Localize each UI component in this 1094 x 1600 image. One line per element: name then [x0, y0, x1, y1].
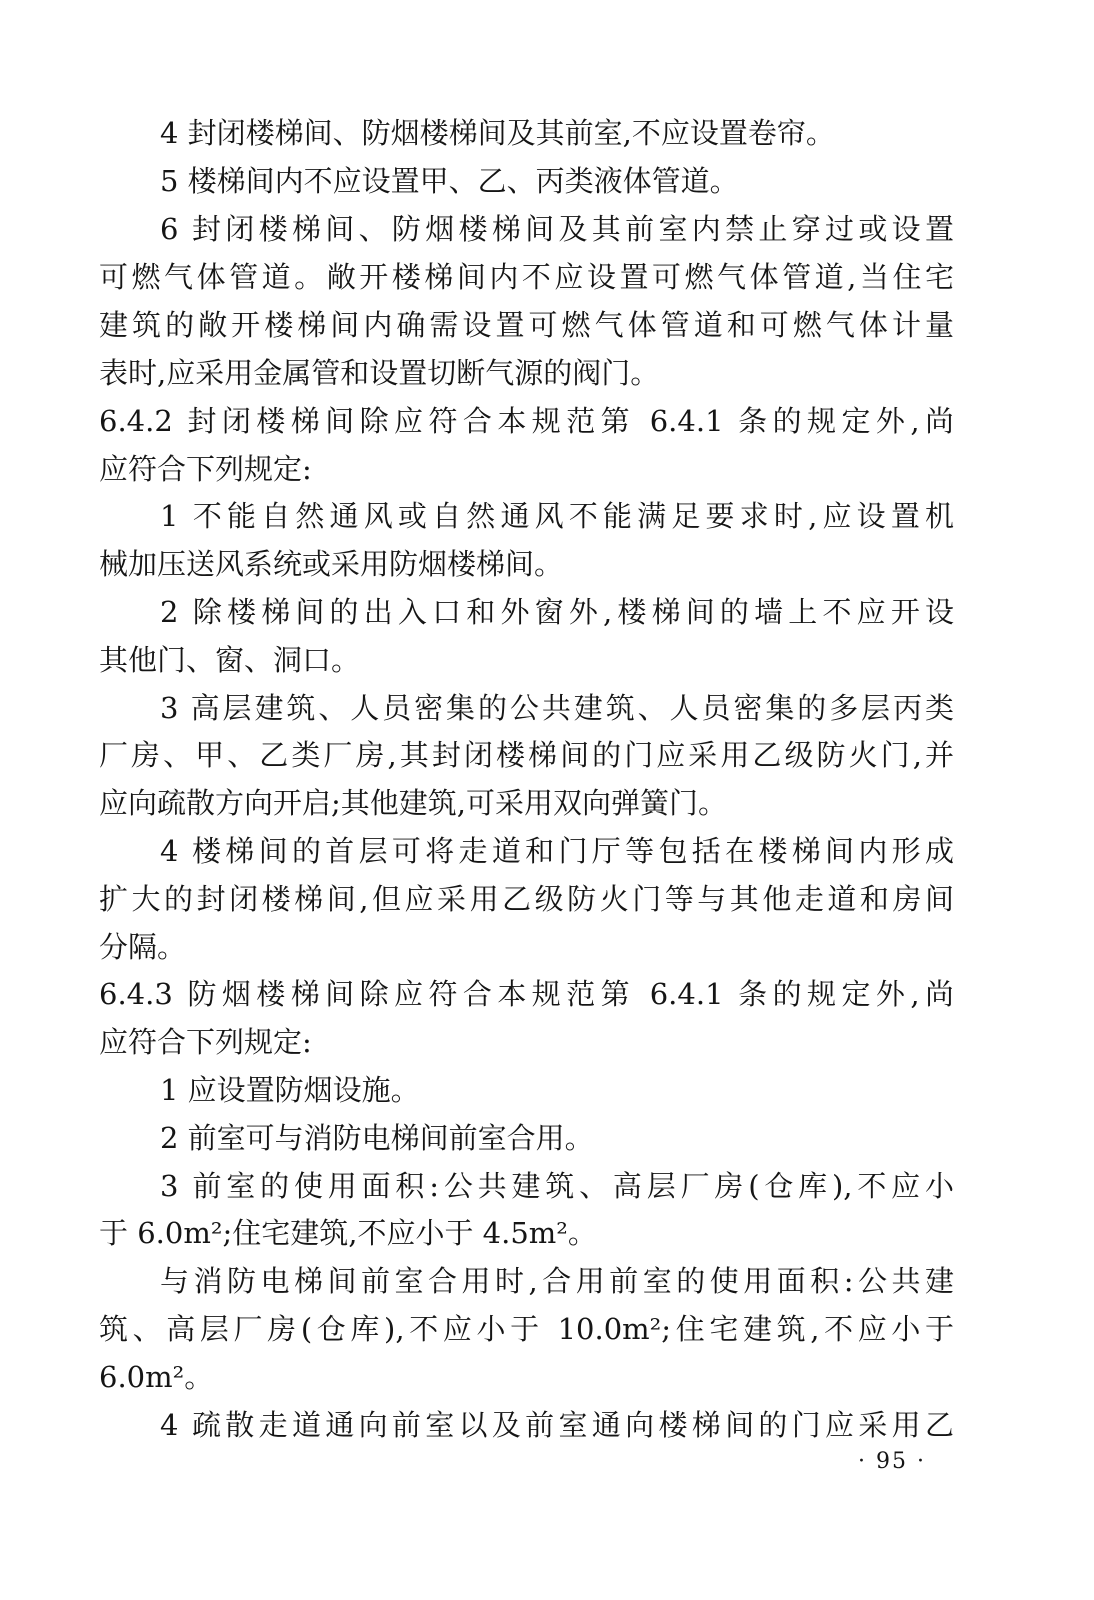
text-line: 应符合下列规定:: [99, 452, 312, 486]
text-line: 应符合下列规定:: [99, 1025, 312, 1059]
text-line: 械加压送风系统或采用防烟楼梯间。: [99, 547, 564, 581]
text-line: 3 高层建筑、人员密集的公共建筑、人员密集的多层丙类: [160, 691, 954, 725]
text-line: 6 封闭楼梯间、防烟楼梯间及其前室内禁止穿过或设置: [160, 212, 954, 246]
text-line: 应向疏散方向开启;其他建筑,可采用双向弹簧门。: [99, 786, 727, 820]
text-line: 分隔。: [99, 930, 187, 964]
text-line: 厂房、甲、乙类厂房,其封闭楼梯间的门应采用乙级防火门,并: [99, 738, 954, 772]
text-line: 与消防电梯间前室合用时,合用前室的使用面积:公共建: [160, 1264, 954, 1298]
text-line: 2 除楼梯间的出入口和外窗外,楼梯间的墙上不应开设: [160, 595, 954, 629]
text-line: 4 楼梯间的首层可将走道和门厅等包括在楼梯间内形成: [160, 834, 954, 868]
section-heading-6-4-2: 6.4.2 封闭楼梯间除应符合本规范第 6.4.1 条的规定外,尚: [99, 404, 954, 438]
text-line: 3 前室的使用面积:公共建筑、高层厂房(仓库),不应小: [160, 1169, 954, 1203]
text-line: 4 疏散走道通向前室以及前室通向楼梯间的门应采用乙: [160, 1408, 954, 1442]
text-line: 表时,应采用金属管和设置切断气源的阀门。: [99, 356, 660, 390]
text-line: 4 封闭楼梯间、防烟楼梯间及其前室,不应设置卷帘。: [160, 116, 835, 150]
text-line: 6.0m²。: [99, 1360, 214, 1394]
text-line: 1 应设置防烟设施。: [160, 1073, 420, 1107]
text-line: 建筑的敞开楼梯间内确需设置可燃气体管道和可燃气体计量: [99, 308, 954, 342]
text-line: 可燃气体管道。敞开楼梯间内不应设置可燃气体管道,当住宅: [99, 260, 954, 294]
text-line: 5 楼梯间内不应设置甲、乙、丙类液体管道。: [160, 164, 739, 198]
section-heading-6-4-3: 6.4.3 防烟楼梯间除应符合本规范第 6.4.1 条的规定外,尚: [99, 977, 954, 1011]
text-line: 于 6.0m²;住宅建筑,不应小于 4.5m²。: [99, 1216, 597, 1250]
text-line: 2 前室可与消防电梯间前室合用。: [160, 1121, 594, 1155]
text-line: 其他门、窗、洞口。: [99, 643, 361, 677]
text-line: 筑、高层厂房(仓库),不应小于 10.0m²;住宅建筑,不应小于: [99, 1312, 954, 1346]
page-number: · 95 ·: [858, 1449, 926, 1474]
text-line: 扩大的封闭楼梯间,但应采用乙级防火门等与其他走道和房间: [99, 882, 954, 916]
text-line: 1 不能自然通风或自然通风不能满足要求时,应设置机: [160, 499, 954, 533]
